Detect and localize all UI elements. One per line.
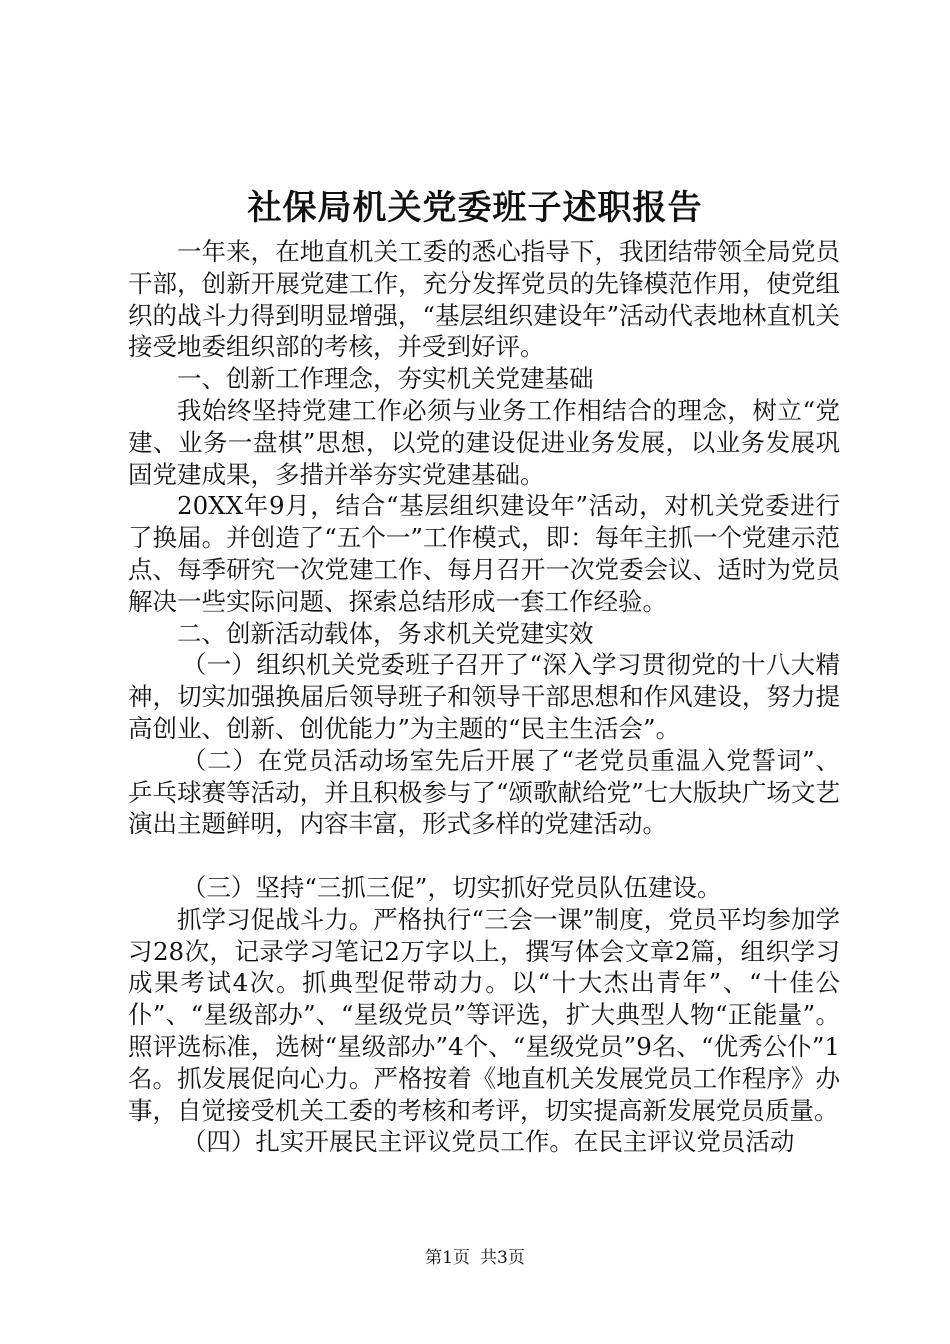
paragraph-item-2: （二）在党员活动场室先后开展了“老党员重温入党誓词”、乒乓球赛等活动，并且积极参与了“颂歌献给党”七大版块广场文艺演出主题鲜明，内容丰富，形式多样的党建活动。 [128, 745, 840, 839]
paragraph-item-3-detail: 抓学习促战斗力。严格执行“三会一课”制度，党员平均参加学习28次，记录学习笔记2万字以上，撰写体会文章2篇，组织学习成果考试4次。抓典型促带动力。以“十大杰出青年”、“十佳公仆”、“星级部办”、“星级党员”等评选，扩大典型人物“正能量”。照评选标准，选树“星级部办”4个、“星级党员”9名、“优秀公仆”1名。抓发展促向心力。严格按着《地直机关发展党员工作程序》办事，自觉接受机关工委的考核和考评，切实提高新发展党员质量。 [128, 904, 840, 1125]
section-heading-1: 一、创新工作理念，夯实机关党建基础 [177, 364, 594, 394]
paragraph-section1-a: 我始终坚持党建工作必须与业务工作相结合的理念，树立“党建、业务一盘棋”思想，以党的建设促进业务发展，以业务发展巩固党建成果，多措并举夯实党建基础。 [128, 395, 840, 489]
section-heading-2: 二、创新活动载体，务求机关党建实效 [177, 618, 594, 648]
document-title: 社保局机关党委班子述职报告 [247, 188, 703, 228]
paragraph-item-4: （四）扎实开展民主评议党员工作。在民主评议党员活动 [181, 1127, 795, 1157]
document-body [128, 236, 840, 1158]
page-footer [0, 1246, 950, 1270]
page-total: 共3页 [480, 1248, 525, 1268]
page-number: 第1页 [425, 1248, 470, 1268]
paragraph-intro: 一年来，在地直机关工委的悉心指导下，我团结带领全局党员干部，创新开展党建工作，充分发挥党员的先锋模范作用，使党组织的战斗力得到明显增强，“基层组织建设年”活动代表地林直机关接受地委组织部的考核，并受到好评。 [128, 237, 840, 362]
paragraph-item-1: （一）组织机关党委班子召开了“深入学习贯彻党的十八大精神，切实加强换届后领导班子和领导干部思想和作风建设，努力提高创业、创新、创优能力”为主题的“民主生活会”。 [128, 650, 840, 743]
paragraph-section1-b: 20XX年9月，结合“基层组织建设年”活动，对机关党委进行了换届。并创造了“五个一”工作模式，即：每年主抓一个党建示范点、每季研究一次党建工作、每月召开一次党委会议、适时为党员解决一些实际问题、探索总结形成一套工作经验。 [128, 491, 840, 616]
paragraph-item-3: （三）坚持“三抓三促”，切实抓好党员队伍建设。 [181, 872, 722, 902]
